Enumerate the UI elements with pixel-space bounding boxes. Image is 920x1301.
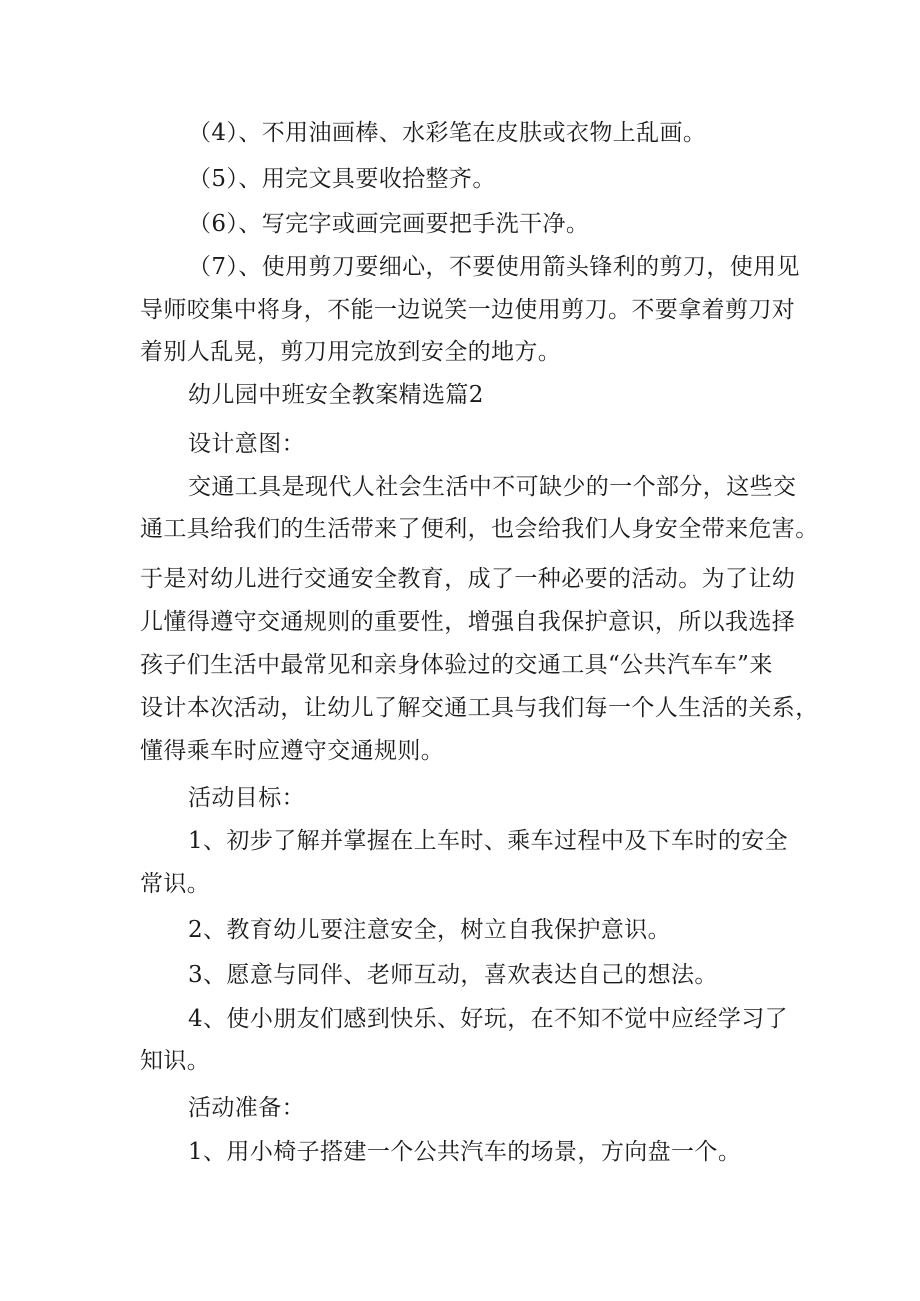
paragraph-line: 儿懂得遵守交通规则的重要性，增强自我保护意识，所以我选择 bbox=[140, 609, 796, 635]
paragraph-line: 设计本次活动，让幼儿了解交通工具与我们每一个人生活的关系， bbox=[140, 695, 819, 721]
text-line-rule-5: （5）、用完文具要收拾整齐。 bbox=[188, 166, 496, 192]
text-line-rule-6: （6）、写完字或画完画要把手洗干净。 bbox=[188, 211, 590, 237]
paragraph-line: 懂得乘车时应遵守交通规则。 bbox=[140, 738, 445, 764]
goal-item-1: 1、初步了解并掌握在上车时、乘车过程中及下车时的安全 bbox=[188, 828, 789, 854]
prep-item-1: 1、用小椅子搭建一个公共汽车的场景，方向盘一个。 bbox=[188, 1139, 742, 1165]
heading-activity-goals: 活动目标： bbox=[188, 785, 305, 811]
paragraph-line: 于是对幼儿进行交通安全教育，成了一种必要的活动。为了让幼 bbox=[140, 566, 796, 592]
goal-item-4-cont: 知识。 bbox=[140, 1048, 211, 1074]
goal-item-4: 4、使小朋友们感到快乐、好玩，在不知不觉中应经学习了 bbox=[188, 1006, 789, 1032]
heading-activity-prep: 活动准备： bbox=[188, 1095, 305, 1121]
goal-item-3: 3、愿意与同伴、老师互动，喜欢表达自己的想法。 bbox=[188, 962, 718, 988]
paragraph-line: 通工具给我们的生活带来了便利，也会给我们人身安全带来危害。 bbox=[140, 516, 819, 542]
text-line-rule-7-cont-2: 着别人乱晃，剪刀用完放到安全的地方。 bbox=[140, 339, 562, 365]
text-line-rule-7-cont-1: 导师咬集中将身，不能一边说笑一边使用剪刀。不要拿着剪刀对 bbox=[140, 297, 796, 323]
paragraph-line: 孩子们生活中最常见和亲身体验过的交通工具“公共汽车车”来 bbox=[140, 652, 773, 678]
paragraph-line: 交通工具是现代人社会生活中不可缺少的一个部分，这些交 bbox=[188, 474, 797, 500]
text-line-rule-7: （7）、使用剪刀要细心，不要使用箭头锋利的剪刀，使用见 bbox=[188, 254, 800, 280]
section-heading: 幼儿园中班安全教案精选篇2 bbox=[188, 382, 484, 408]
text-line-rule-4: （4）、不用油画棒、水彩笔在皮肤或衣物上乱画。 bbox=[188, 120, 707, 146]
goal-item-1-cont: 常识。 bbox=[140, 871, 211, 897]
heading-design-intent: 设计意图： bbox=[188, 431, 305, 457]
goal-item-2: 2、教育幼儿要注意安全，树立自我保护意识。 bbox=[188, 917, 672, 943]
